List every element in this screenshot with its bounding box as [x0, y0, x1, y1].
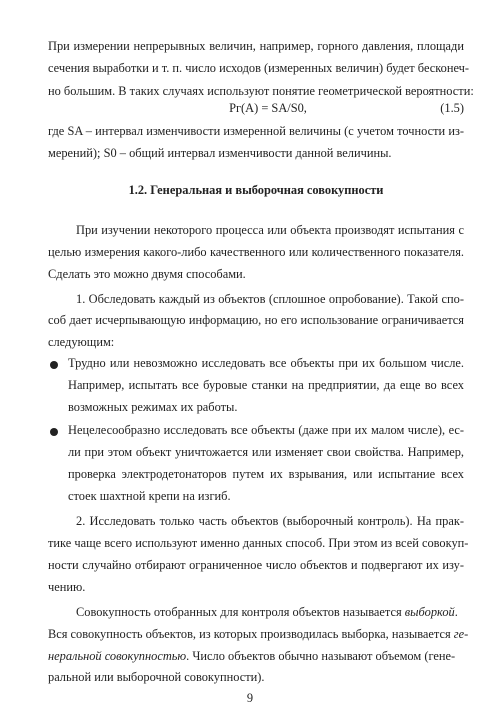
paragraph-line: [48, 626, 469, 642]
text-run: Вся совокупность объектов, из которых производилась выборка, называется: [48, 627, 454, 641]
formula-number: (1.5): [440, 101, 464, 115]
text-run: Совокупность отобранных для контроля объектов называется: [76, 605, 405, 619]
list-item-line: Например, испытать все буровые станки на предприятии, да еще во всех: [68, 378, 464, 392]
paragraph-line: целью измерения какого-либо качественного или количественного показателя.: [48, 245, 464, 259]
paragraph-line: тике чаще всего используют именно данных способ. При этом из всей совокуп-: [48, 536, 469, 550]
paragraph-line: но большим. В таких случаях используют понятие геометрической вероятности:: [48, 84, 474, 98]
page-number: 9: [246, 691, 254, 705]
list-item-line: ли при этом объект уничтожается или изменяет свои свойства. Например,: [68, 445, 464, 459]
paragraph-line: следующим:: [48, 335, 115, 349]
paragraph-line: При изучении некоторого процесса или объекта производят испытания с: [76, 223, 464, 237]
paragraph-line: мерений); S0 – общий интервал изменчивости данной величины.: [48, 146, 392, 160]
paragraph-line: [76, 604, 464, 620]
bullet-icon: [50, 361, 58, 369]
bullet-icon: [50, 428, 58, 436]
paragraph-line: 2. Исследовать только часть объектов (выборочный контроль). На прак-: [76, 514, 464, 528]
list-item-line: Нецелесообразно исследовать все объекты (даже при их малом числе), ес-: [68, 423, 464, 437]
paragraph-line: соб дает исчерпывающую информацию, но его использование ограничивается: [48, 313, 464, 327]
list-item-line: проверка электродетонаторов путем их взрывания, или испытание всех: [68, 467, 464, 481]
paragraph-line: 1. Обследовать каждый из объектов (сплошное опробование). Такой спо-: [76, 292, 464, 306]
paragraph-line: При измерении непрерывных величин, например, горного давления, площади: [48, 39, 464, 53]
formula-expression: Pг(A) = SA/S0,: [229, 101, 307, 115]
paragraph-line: где SA – интервал изменчивости измеренной величины (с учетом точности из-: [48, 124, 464, 138]
paragraph-line: ральной или выборочной совокупности).: [48, 670, 265, 684]
paragraph-line: Сделать это можно двумя способами.: [48, 267, 246, 281]
text-run: . Число объектов обычно называют объемом (гене-: [186, 649, 456, 663]
paragraph-line: сечения выработки и т. п. число исходов (измеренных величин) будет бесконеч-: [48, 61, 470, 75]
list-item-line: возможных режимах их работы.: [68, 400, 238, 414]
term-general-end: неральной совокупностью: [48, 649, 187, 663]
paragraph-line: чению.: [48, 580, 86, 594]
term-vyborka: выборкой: [404, 605, 455, 619]
text-run: .: [454, 605, 458, 619]
list-item-line: стоек шахтной крепи на изгиб.: [68, 489, 231, 503]
list-item-line: Трудно или невозможно исследовать все объекты при их большом числе.: [68, 356, 464, 370]
paragraph-line: ности случайно отбирают ограниченное число объектов и подвергают их изу-: [48, 558, 464, 572]
section-heading: 1.2. Генеральная и выборочная совокупности: [128, 183, 384, 197]
paragraph-line: [48, 648, 464, 664]
term-general-start: ге-: [453, 627, 469, 641]
